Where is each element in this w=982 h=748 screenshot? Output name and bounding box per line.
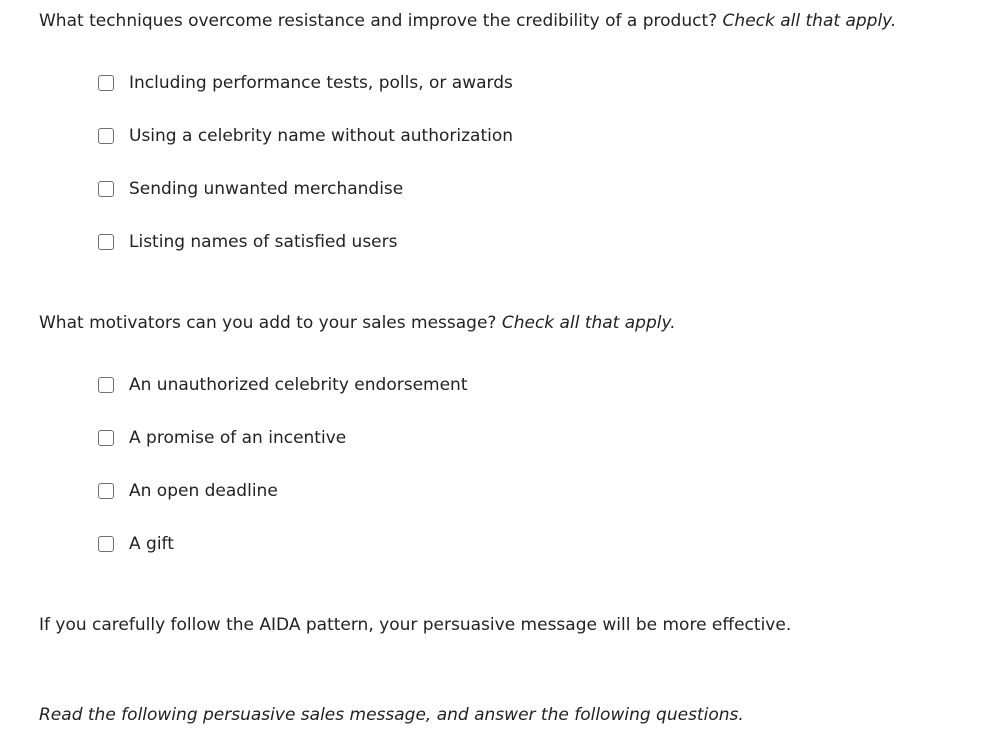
question-2-instruction: Check all that apply. [501, 313, 676, 333]
question-1-text: What techniques overcome resistance and improve the credibility of a product? [39, 11, 718, 31]
option-unauthorized-endorsement[interactable] [98, 374, 468, 427]
option-label[interactable]: A gift [129, 534, 174, 554]
question-1-prompt [39, 10, 896, 32]
option-celebrity-name[interactable] [98, 125, 513, 178]
question-2-text: What motivators can you add to your sales message? [39, 313, 497, 333]
option-performance-tests[interactable] [98, 72, 513, 125]
option-incentive[interactable] [98, 427, 468, 480]
question-2-options [98, 374, 468, 586]
option-label[interactable]: Listing names of satisfied users [129, 232, 398, 252]
checkbox[interactable] [98, 75, 114, 91]
checkbox[interactable] [98, 377, 114, 393]
option-open-deadline[interactable] [98, 480, 468, 533]
option-gift[interactable] [98, 533, 468, 586]
aida-statement: If you carefully follow the AIDA pattern, your persuasive message will be more effective. [39, 615, 792, 635]
checkbox[interactable] [98, 536, 114, 552]
option-label[interactable]: Sending unwanted merchandise [129, 179, 404, 199]
question-1-options [98, 72, 513, 284]
option-satisfied-users[interactable] [98, 231, 513, 284]
question-1-instruction: Check all that apply. [722, 11, 897, 31]
option-unwanted-merchandise[interactable] [98, 178, 513, 231]
checkbox[interactable] [98, 181, 114, 197]
option-label[interactable]: An unauthorized celebrity endorsement [129, 375, 468, 395]
checkbox[interactable] [98, 430, 114, 446]
question-2-prompt [39, 312, 676, 334]
checkbox[interactable] [98, 128, 114, 144]
option-label[interactable]: Including performance tests, polls, or awards [129, 73, 513, 93]
checkbox[interactable] [98, 483, 114, 499]
option-label[interactable]: An open deadline [129, 481, 278, 501]
option-label[interactable]: Using a celebrity name without authorization [129, 126, 514, 146]
reading-instruction: Read the following persuasive sales message, and answer the following questions. [39, 705, 744, 725]
option-label[interactable]: A promise of an incentive [129, 428, 347, 448]
checkbox[interactable] [98, 234, 114, 250]
